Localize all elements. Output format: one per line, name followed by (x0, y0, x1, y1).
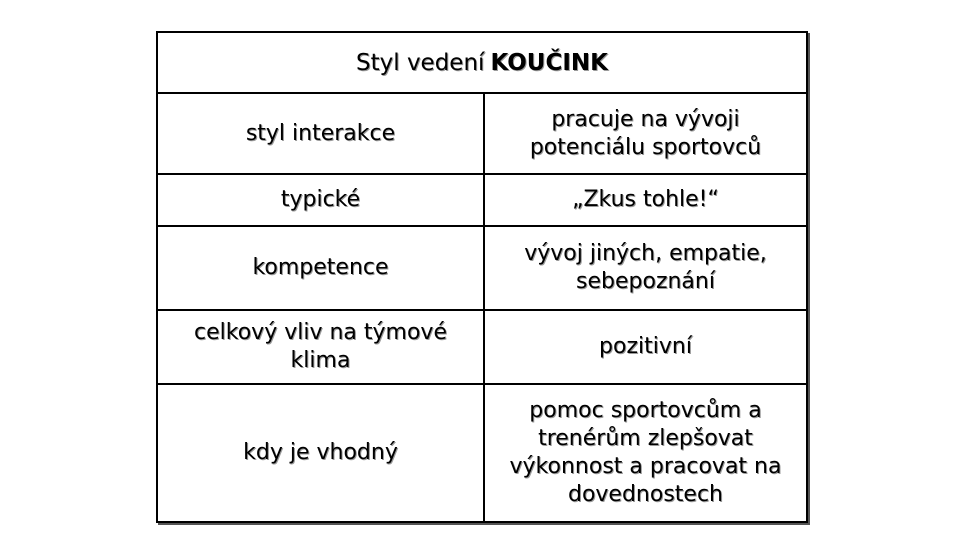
row-value-cell (485, 311, 806, 383)
row-value-cell (485, 94, 806, 173)
row-label-cell (158, 94, 483, 173)
row-label: typické (280, 187, 361, 212)
table-row-competence (158, 227, 806, 311)
row-label: celkový vliv na týmové klima (194, 320, 447, 373)
row-value: pracuje na vývoji potenciálu sportovců (529, 106, 762, 160)
table-title-style-name: KOUČINK (490, 49, 608, 76)
row-label-cell (158, 385, 483, 521)
row-value-cell (485, 227, 806, 309)
row-label: styl interakce (245, 120, 396, 146)
table-row-interaction-style (158, 94, 806, 175)
table-row-typical (158, 175, 806, 227)
table-title-prefix: Styl vedení (356, 49, 485, 76)
row-value-cell (485, 385, 806, 521)
row-label: kompetence (252, 255, 389, 280)
row-label: kdy je vhodný (243, 440, 398, 465)
table-title (158, 33, 806, 94)
row-value: „Zkus tohle!“ (572, 187, 719, 212)
row-label-cell (158, 311, 483, 383)
row-label-cell (158, 175, 483, 225)
table-row-team-climate (158, 311, 806, 385)
row-value: pomoc sportovcům a trenérům zlepšovat výkonnost a pracovat na dovednostech (509, 398, 782, 507)
row-value-cell (485, 175, 806, 225)
coaching-style-table (156, 31, 808, 523)
row-label-cell (158, 227, 483, 309)
row-value: vývoj jiných, empatie, sebepoznání (524, 241, 767, 294)
row-value: pozitivní (599, 334, 692, 359)
table-row-when-suitable (158, 385, 806, 521)
